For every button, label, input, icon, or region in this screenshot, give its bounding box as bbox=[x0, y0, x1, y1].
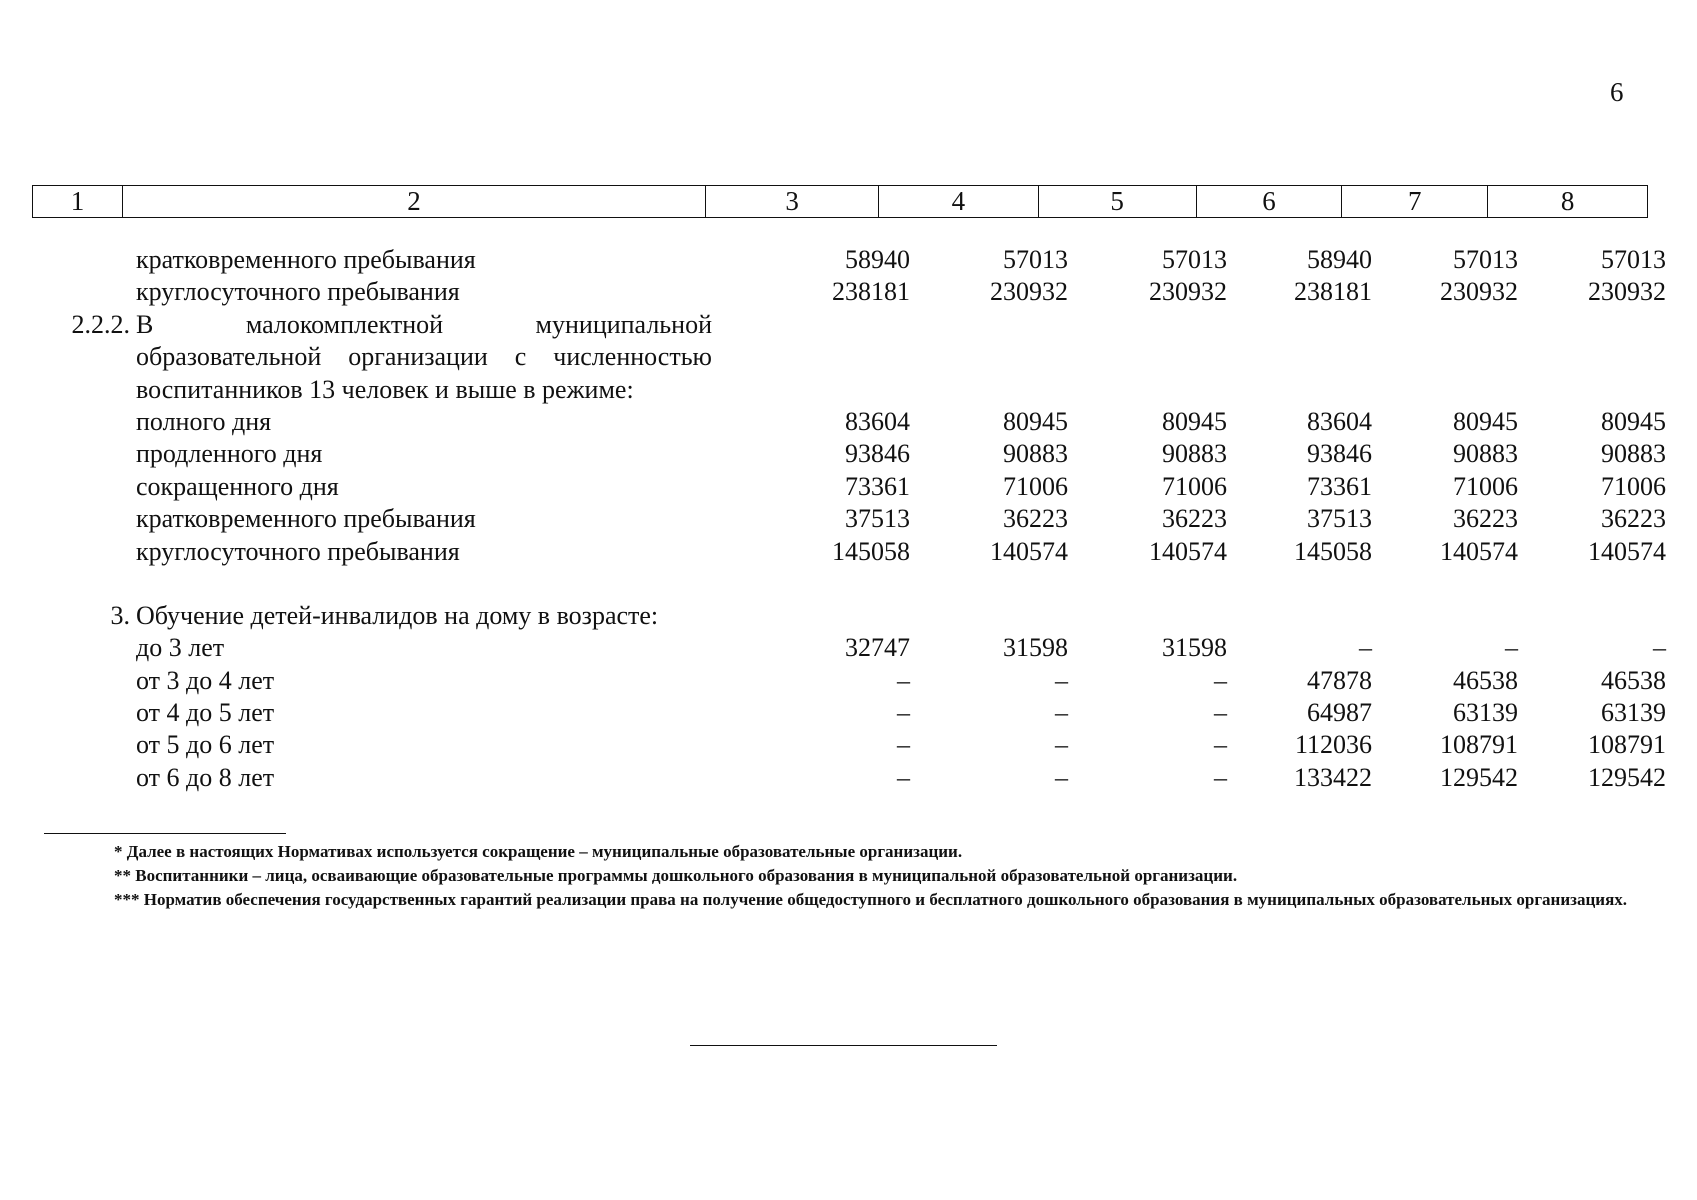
cell-value: – bbox=[897, 730, 910, 760]
cell-value: 80945 bbox=[1601, 406, 1666, 436]
cell-value: 93846 bbox=[1307, 439, 1372, 469]
cell-value: 57013 bbox=[1003, 245, 1068, 274]
table-body bbox=[32, 244, 1672, 794]
row-label: от 4 до 5 лет bbox=[136, 698, 275, 728]
row-label: образовательной организации с численностью bbox=[136, 342, 712, 372]
table-row bbox=[32, 536, 1672, 568]
cell-value: 140574 bbox=[1149, 536, 1227, 566]
cell-value: 46538 bbox=[1601, 665, 1666, 695]
cell-value: – bbox=[1055, 730, 1068, 760]
cell-value: 140574 bbox=[1440, 536, 1518, 566]
cell-value: 230932 bbox=[1588, 277, 1666, 307]
row-label: круглосуточного пребывания bbox=[136, 277, 460, 307]
cell-value: 31598 bbox=[1003, 633, 1068, 663]
cell-value: 108791 bbox=[1588, 730, 1666, 760]
table-row bbox=[32, 276, 1672, 308]
column-header-7: 7 bbox=[1342, 186, 1488, 217]
footnote-2: ** Воспитанники – лица, осваивающие образовательные программы дошкольного образования в муниципальной образовательной организации. bbox=[114, 866, 1238, 885]
table-row bbox=[32, 729, 1672, 761]
cell-value: 129542 bbox=[1588, 762, 1666, 792]
cell-value: 90883 bbox=[1162, 439, 1227, 469]
cell-value: 230932 bbox=[1440, 277, 1518, 307]
cell-value: 63139 bbox=[1601, 698, 1666, 728]
cell-value: 36223 bbox=[1453, 504, 1518, 534]
row-label: кратковременного пребывания bbox=[136, 504, 476, 534]
cell-value: 47878 bbox=[1307, 665, 1372, 695]
cell-value: 140574 bbox=[990, 536, 1068, 566]
table-row bbox=[32, 341, 1672, 373]
row-number: 2.2.2. bbox=[71, 309, 130, 339]
cell-value: 71006 bbox=[1453, 471, 1518, 501]
cell-value: – bbox=[1214, 730, 1227, 760]
column-header-4: 4 bbox=[879, 186, 1039, 217]
table-row bbox=[32, 665, 1672, 697]
cell-value: 36223 bbox=[1162, 504, 1227, 534]
column-header-1: 1 bbox=[33, 186, 123, 217]
table-row bbox=[32, 600, 1672, 632]
cell-value: 71006 bbox=[1003, 471, 1068, 501]
cell-value: 129542 bbox=[1440, 762, 1518, 792]
page-number: 6 bbox=[1610, 77, 1624, 107]
table-row bbox=[32, 697, 1672, 729]
cell-value: 80945 bbox=[1453, 406, 1518, 436]
cell-value: – bbox=[1055, 762, 1068, 792]
table-row bbox=[32, 244, 1672, 276]
column-header-3: 3 bbox=[706, 186, 879, 217]
cell-value: – bbox=[897, 698, 910, 728]
row-number: 3. bbox=[110, 600, 130, 630]
cell-value: 37513 bbox=[845, 504, 910, 534]
column-header-6: 6 bbox=[1197, 186, 1343, 217]
table-row bbox=[32, 503, 1672, 535]
column-header-5: 5 bbox=[1039, 186, 1197, 217]
cell-value: – bbox=[1055, 698, 1068, 728]
column-header-8: 8 bbox=[1560, 186, 1575, 216]
cell-value: 93846 bbox=[845, 439, 910, 469]
cell-value: 145058 bbox=[832, 536, 910, 566]
row-label: продленного дня bbox=[136, 439, 323, 469]
cell-value: 36223 bbox=[1601, 504, 1666, 534]
cell-value: – bbox=[1505, 633, 1518, 663]
cell-value: 238181 bbox=[1294, 277, 1372, 307]
cell-value: – bbox=[897, 665, 910, 695]
table-row bbox=[32, 762, 1672, 794]
cell-value: 140574 bbox=[1588, 536, 1666, 566]
end-of-document-rule bbox=[690, 1045, 997, 1046]
row-label: Обучение детей-инвалидов на дому в возрасте: bbox=[136, 600, 659, 630]
row-label: кратковременного пребывания bbox=[136, 245, 476, 274]
column-header-2: 2 bbox=[123, 186, 706, 217]
cell-value: – bbox=[897, 762, 910, 792]
cell-value: 57013 bbox=[1601, 245, 1666, 274]
cell-value: 230932 bbox=[990, 277, 1068, 307]
cell-value: – bbox=[1214, 665, 1227, 695]
cell-value: 71006 bbox=[1162, 471, 1227, 501]
cell-value: 83604 bbox=[1307, 406, 1372, 436]
row-label: до 3 лет bbox=[136, 633, 225, 663]
table-header bbox=[32, 185, 1648, 218]
cell-value: 46538 bbox=[1453, 665, 1518, 695]
cell-value: 32747 bbox=[845, 633, 910, 663]
cell-value: 90883 bbox=[1601, 439, 1666, 469]
cell-value: 112036 bbox=[1294, 730, 1372, 760]
cell-value: 31598 bbox=[1162, 633, 1227, 663]
row-label: от 3 до 4 лет bbox=[136, 665, 275, 695]
cell-value: 230932 bbox=[1149, 277, 1227, 307]
table-row bbox=[32, 438, 1672, 470]
cell-value: – bbox=[1055, 665, 1068, 695]
cell-value: 83604 bbox=[845, 406, 910, 436]
cell-value: 90883 bbox=[1003, 439, 1068, 469]
row-label: сокращенного дня bbox=[136, 471, 339, 501]
cell-value: 108791 bbox=[1440, 730, 1518, 760]
cell-value: 80945 bbox=[1003, 406, 1068, 436]
table-row bbox=[32, 374, 1672, 406]
cell-value: 238181 bbox=[832, 277, 910, 307]
footnote-separator bbox=[44, 833, 286, 834]
table-row bbox=[32, 406, 1672, 438]
cell-value: 36223 bbox=[1003, 504, 1068, 534]
cell-value: 64987 bbox=[1307, 698, 1372, 728]
cell-value: 90883 bbox=[1453, 439, 1518, 469]
footnotes bbox=[44, 840, 1644, 912]
row-label: от 6 до 8 лет bbox=[136, 762, 275, 792]
row-label: В малокомплектной муниципальной bbox=[136, 309, 712, 339]
row-label: от 5 до 6 лет bbox=[136, 730, 275, 760]
cell-value: – bbox=[1359, 633, 1372, 663]
footnote-3: *** Норматив обеспечения государственных гарантий реализации права на получение общедоступного и бесплатного дошкольного образования в муниципальных образовательных организациях. bbox=[114, 890, 1628, 909]
cell-value: 73361 bbox=[1307, 471, 1372, 501]
row-label: полного дня bbox=[136, 406, 272, 436]
cell-value: 71006 bbox=[1601, 471, 1666, 501]
row-spacer bbox=[32, 568, 1672, 600]
cell-value: – bbox=[1214, 698, 1227, 728]
table-row bbox=[32, 471, 1672, 503]
cell-value: – bbox=[1653, 633, 1666, 663]
cell-value: 145058 bbox=[1294, 536, 1372, 566]
row-label: воспитанников 13 человек и выше в режиме: bbox=[136, 374, 634, 404]
footnote-1: * Далее в настоящих Нормативах используется сокращение – муниципальные образовательные организации. bbox=[114, 842, 963, 861]
cell-value: 58940 bbox=[1307, 245, 1372, 274]
cell-value: 57013 bbox=[1162, 245, 1227, 274]
cell-value: – bbox=[1214, 762, 1227, 792]
cell-value: 73361 bbox=[845, 471, 910, 501]
cell-value: 57013 bbox=[1453, 245, 1518, 274]
cell-value: 37513 bbox=[1307, 504, 1372, 534]
cell-value: 63139 bbox=[1453, 698, 1518, 728]
cell-value: 58940 bbox=[845, 245, 910, 274]
table-row bbox=[32, 632, 1672, 664]
table-row bbox=[32, 309, 1672, 341]
cell-value: 80945 bbox=[1162, 406, 1227, 436]
row-label: круглосуточного пребывания bbox=[136, 536, 460, 566]
cell-value: 133422 bbox=[1294, 762, 1372, 792]
